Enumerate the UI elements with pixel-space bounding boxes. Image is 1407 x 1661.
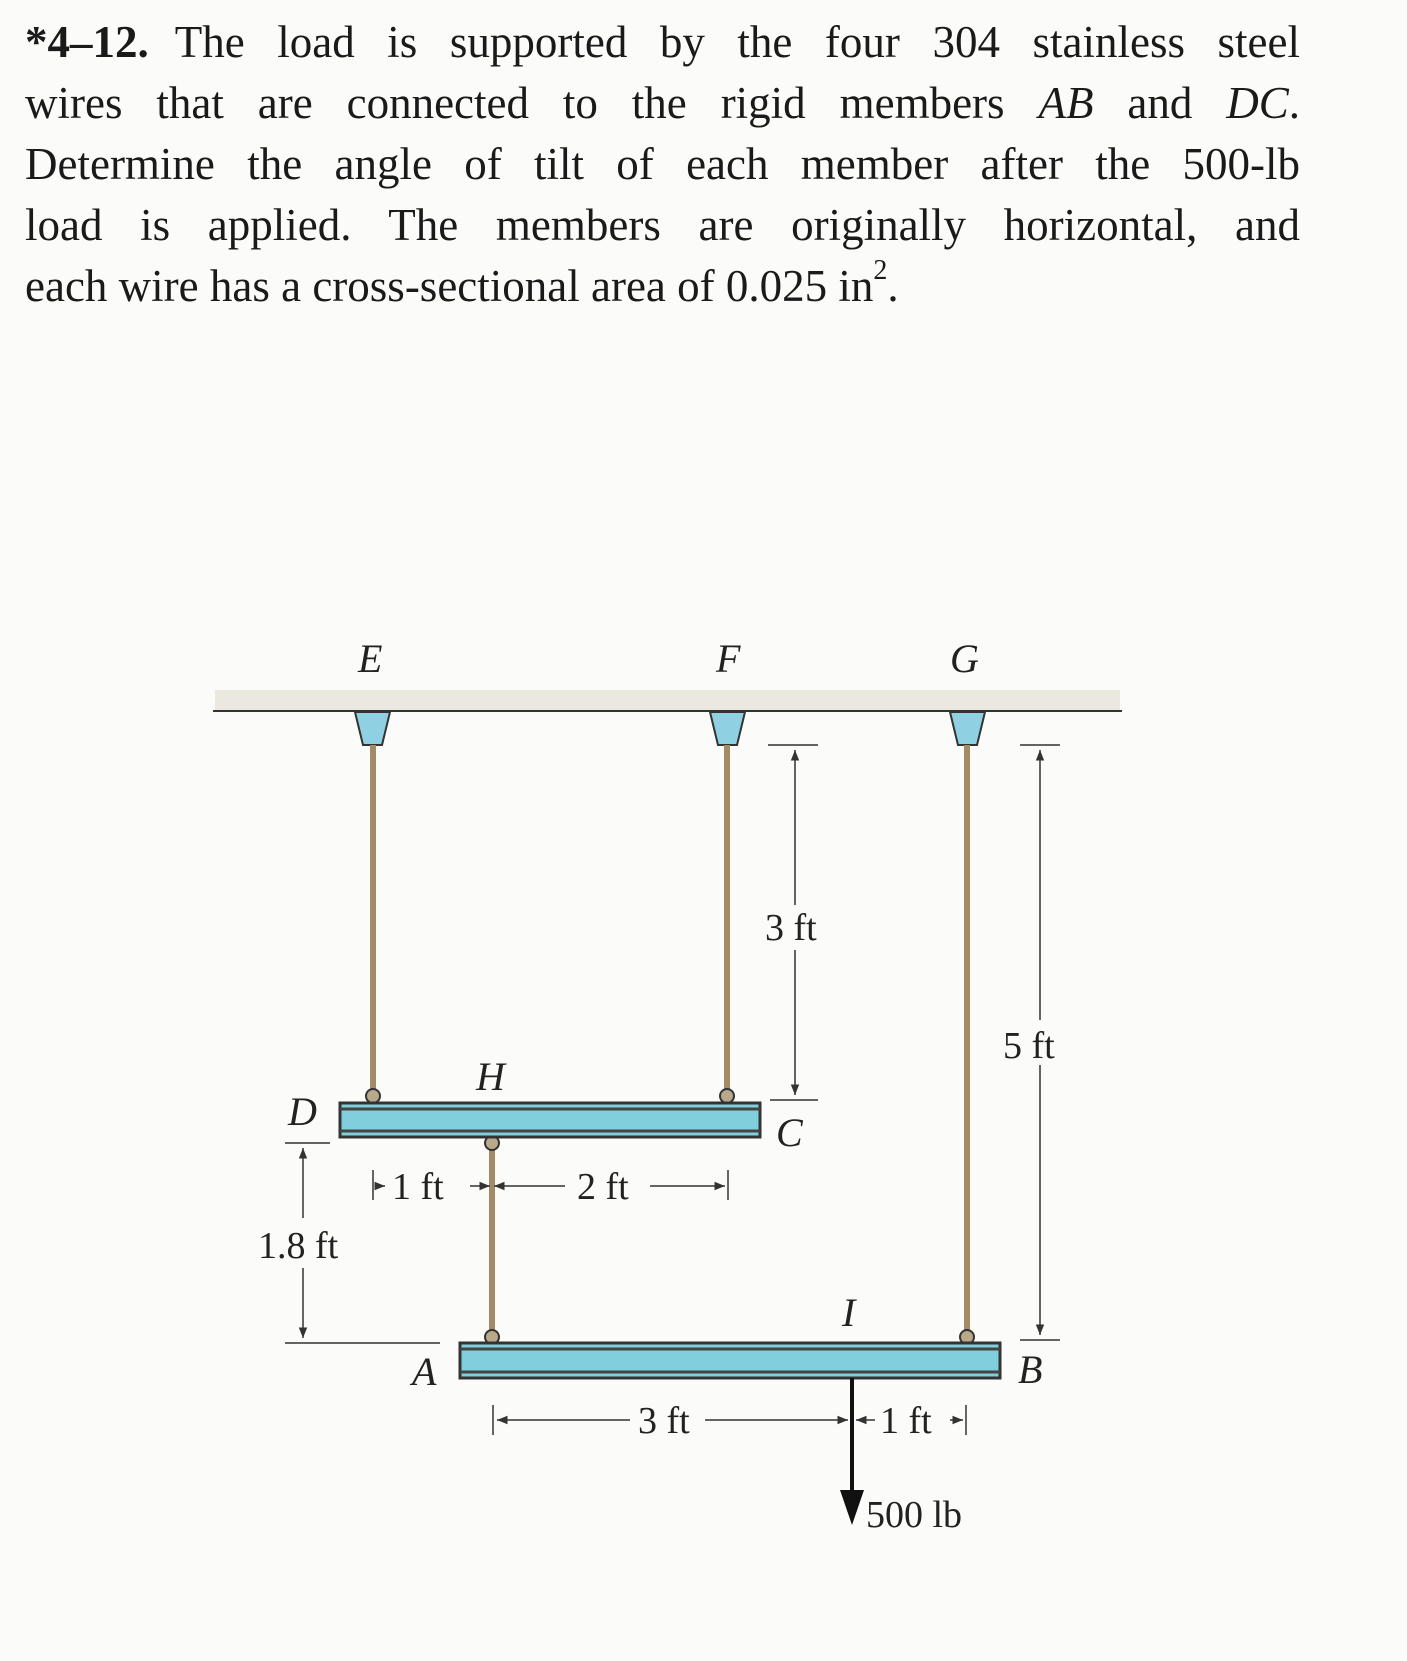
problem-line-3: Determine the angle of tilt of each member after the 500-lb: [25, 139, 1300, 189]
member-dc-ref: DC: [1226, 78, 1289, 128]
wires: [373, 745, 967, 1340]
point-label-i: I: [842, 1290, 856, 1335]
point-label-e: E: [358, 636, 383, 681]
point-label-g: G: [950, 636, 979, 681]
problem-text: .: [1288, 78, 1300, 128]
bracket-f: [710, 712, 745, 745]
point-label-a: A: [412, 1349, 437, 1394]
problem-text: wires that are connected to the rigid members: [25, 78, 1039, 128]
point-label-c: C: [776, 1110, 803, 1155]
dimension-dh: 1 ft: [392, 1166, 444, 1208]
problem-text: The load is supported by the four 304 stainless steel: [174, 17, 1300, 67]
member-ab-ref: AB: [1038, 78, 1094, 128]
ceiling: [213, 690, 1122, 711]
load-arrow: [840, 1378, 864, 1525]
problem-line-4: load is applied. The members are originally horizontal, and: [25, 200, 1300, 250]
point-label-b: B: [1018, 1347, 1043, 1392]
problem-text: and: [1093, 78, 1227, 128]
point-label-f: F: [716, 636, 741, 681]
point-label-h: H: [476, 1054, 505, 1099]
point-label-d: D: [288, 1089, 317, 1134]
dimension-ib: 1 ft: [880, 1400, 932, 1442]
bracket-e: [355, 712, 390, 745]
load-label: 500 lb: [866, 1494, 963, 1536]
dimension-gb: 5 ft: [1003, 1025, 1055, 1067]
dimension-lines: [285, 745, 1060, 1435]
beam-ab: [460, 1343, 1000, 1378]
superscript: 2: [873, 255, 888, 286]
beam-dc: [340, 1103, 760, 1137]
dimension-ai: 3 ft: [638, 1400, 690, 1442]
bracket-g: [950, 712, 985, 745]
dimension-hc: 2 ft: [577, 1166, 629, 1208]
dimension-fc: 3 ft: [765, 907, 817, 949]
dimension-da: 1.8 ft: [258, 1225, 339, 1267]
problem-text: each wire has a cross-sectional area of 0.025 in: [25, 261, 874, 311]
problem-number: *4–12.: [25, 17, 149, 67]
ceiling-brackets: [355, 712, 985, 745]
problem-text: .: [887, 261, 899, 311]
